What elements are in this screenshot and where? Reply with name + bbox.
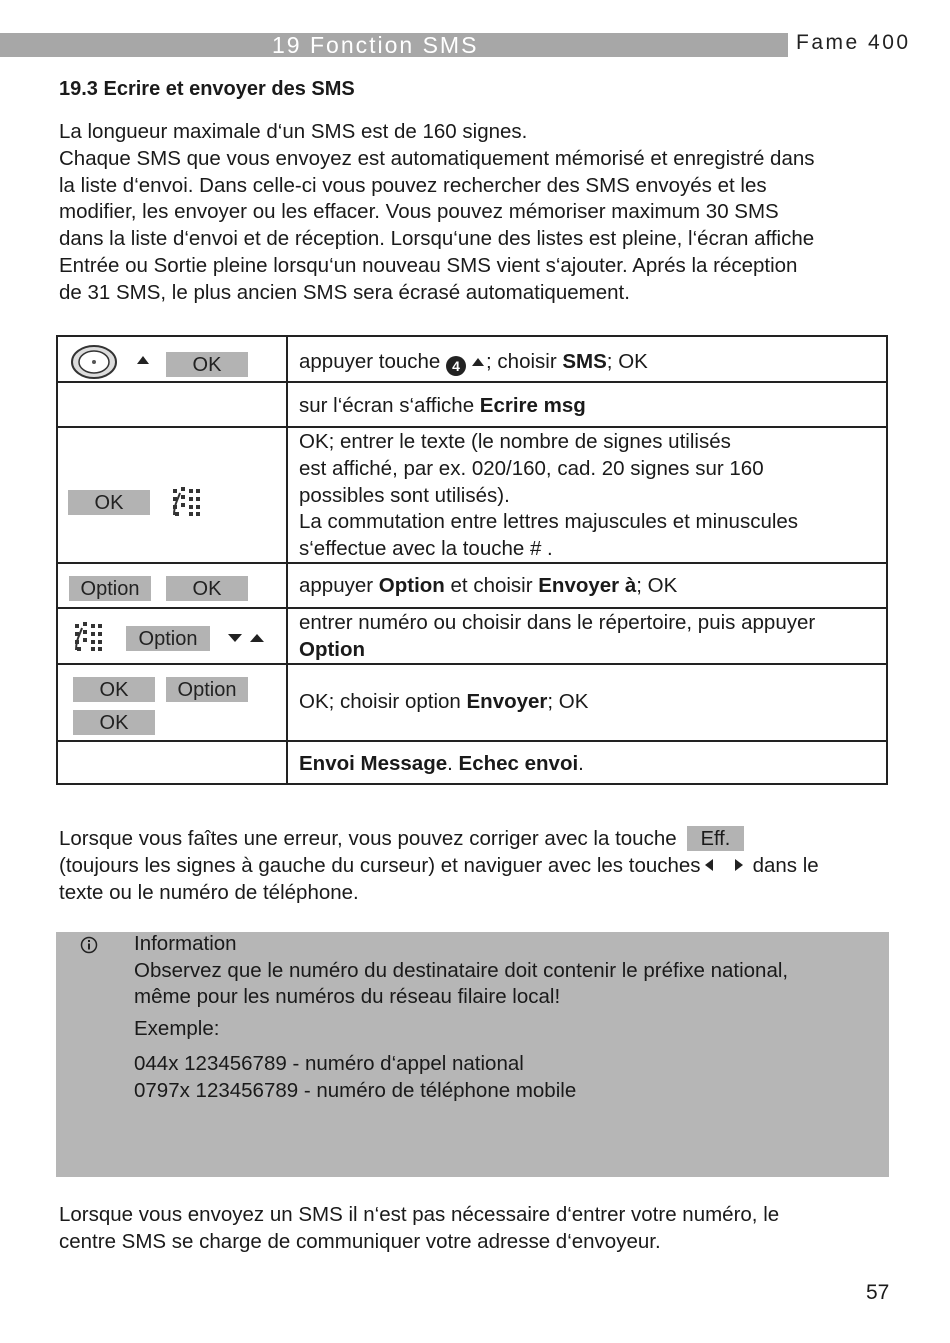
keypad-icon	[72, 620, 106, 654]
correction-paragraph	[59, 826, 899, 906]
arrow-up-icon	[136, 355, 150, 365]
step-4-post: ; OK	[636, 574, 678, 597]
ok-key: OK	[166, 352, 248, 377]
step-3-line: est affiché, par ex. 020/160, cad. 20 signes sur 160	[299, 456, 764, 480]
chapter-header-bar	[0, 33, 788, 57]
step-4-bold-1: Option	[378, 574, 445, 597]
closing-paragraph	[59, 1202, 899, 1256]
info-line: Observez que le numéro du destinataire doit contenir le préfixe national,	[134, 958, 789, 982]
arrow-up-icon	[470, 356, 486, 368]
intro-line: la liste d‘envoi. Dans celle-ci vous pouvez rechercher des SMS envoyés et les	[59, 173, 767, 197]
correction-text: dans le	[752, 853, 819, 877]
option-key: Option	[166, 677, 248, 702]
intro-line: de 31 SMS, le plus ancien SMS sera écrasé automatiquement.	[59, 280, 630, 304]
correction-line: texte ou le numéro de téléphone.	[59, 880, 359, 904]
step-7-text	[299, 751, 884, 778]
step-1-text	[299, 349, 884, 376]
step-5-bold: Option	[299, 637, 366, 661]
keypad-icon	[170, 485, 204, 519]
intro-paragraph	[59, 119, 899, 307]
step-5-text	[299, 610, 884, 664]
steps-table	[56, 335, 888, 785]
step-2-bold: Ecrire msg	[479, 394, 586, 417]
intro-line: dans la liste d‘envoi et de réception. Lorsqu‘une des listes est pleine, l‘écran affiche	[59, 227, 815, 251]
intro-line: La longueur maximale d‘un SMS est de 160 signes.	[59, 120, 528, 143]
table-column-divider	[286, 337, 288, 783]
row-divider	[58, 607, 886, 609]
arrow-down-up-icon	[226, 631, 266, 645]
step-4-pre: appuyer	[299, 574, 379, 597]
step-3-line: s‘effectue avec la touche # .	[299, 537, 553, 561]
step-7-bold-1: Envoi Message	[299, 752, 448, 775]
step-3-text	[299, 429, 884, 563]
step-7-bold-2: Echec envoi	[458, 752, 579, 775]
row-divider	[58, 381, 886, 383]
step-6-post: ; OK	[547, 690, 589, 713]
chapter-title: 19 Fonction SMS	[272, 32, 479, 58]
eff-key: Eff.	[687, 826, 745, 851]
step-4-mid: et choisir	[444, 574, 539, 597]
row-divider	[58, 426, 886, 428]
row-divider	[58, 740, 886, 742]
step-1-post: ; OK	[606, 350, 648, 373]
example-line: 0797x 123456789 - numéro de téléphone mobile	[134, 1078, 577, 1102]
step-7-sep: .	[447, 752, 459, 775]
example-label: Exemple:	[134, 1016, 220, 1040]
info-body	[134, 931, 788, 1104]
intro-line: modifier, les envoyer ou les effacer. Vous pouvez mémoriser maximum 30 SMS	[59, 200, 779, 224]
closing-line: Lorsque vous envoyez un SMS il n‘est pas nécessaire d‘entrer votre numéro, le	[59, 1203, 780, 1226]
step-2-pre: sur l‘écran s‘affiche	[299, 394, 480, 417]
step-1-pre: appuyer touche	[299, 350, 447, 373]
nav-key-icon	[70, 344, 120, 380]
step-4-bold-2: Envoyer à	[538, 574, 637, 597]
step-3-line: OK; entrer le texte (le nombre de signes utilisés	[299, 430, 731, 453]
ok-key: OK	[68, 490, 150, 515]
section-title: 19.3 Ecrire et envoyer des SMS	[59, 78, 355, 100]
closing-line: centre SMS se charge de communiquer votre adresse d‘envoyeur.	[59, 1229, 661, 1253]
correction-line	[59, 826, 899, 853]
example-line: 044x 123456789 - numéro d‘appel national	[134, 1052, 524, 1075]
step-1-mid: ; choisir	[486, 350, 563, 373]
intro-line: Entrée ou Sortie pleine lorsqu‘un nouveau SMS vient s‘ajouter. Aprés la réception	[59, 253, 798, 277]
device-name: Fame 400	[796, 31, 911, 54]
step-2-text	[299, 393, 884, 420]
arrow-left-right-icon	[703, 858, 747, 872]
step-4-text	[299, 573, 884, 600]
correction-line	[59, 853, 899, 880]
step-3-line: La commutation entre lettres majuscules et minuscules	[299, 510, 799, 534]
step-5-line: entrer numéro ou choisir dans le répertoire, puis appuyer	[299, 611, 816, 634]
option-key: Option	[126, 626, 210, 651]
option-key: Option	[69, 576, 151, 601]
ok-key: OK	[73, 677, 155, 702]
ok-key: OK	[166, 576, 248, 601]
info-icon	[80, 936, 98, 954]
info-title: Information	[134, 932, 237, 955]
step-6-bold: Envoyer	[466, 690, 548, 713]
correction-text: Lorsque vous faîtes une erreur, vous pouvez corriger avec la touche	[59, 827, 677, 850]
step-7-post: .	[578, 752, 584, 775]
step-6-pre: OK; choisir option	[299, 690, 467, 713]
step-6-text	[299, 689, 884, 716]
digit-key-badge: 4	[446, 356, 466, 376]
intro-line: Chaque SMS que vous envoyez est automatiquement mémorisé et enregistré dans	[59, 146, 815, 170]
step-1-bold: SMS	[562, 350, 607, 373]
step-3-line: possibles sont utilisés).	[299, 483, 510, 507]
ok-key: OK	[73, 710, 155, 735]
info-line: même pour les numéros du réseau filaire local!	[134, 985, 561, 1008]
page-number: 57	[866, 1281, 890, 1304]
info-note	[56, 932, 889, 1177]
correction-text: (toujours les signes à gauche du curseur) et naviguer avec les touches	[59, 853, 701, 877]
